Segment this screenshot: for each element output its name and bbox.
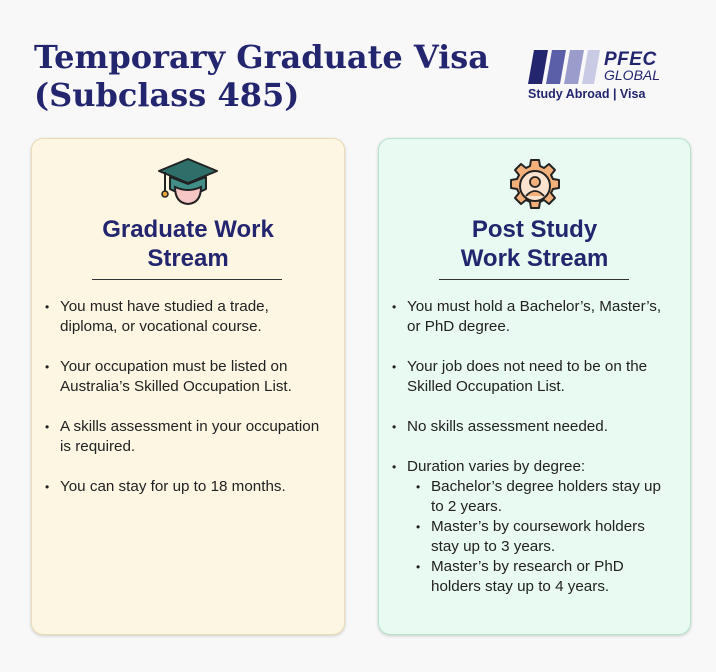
duration-sublist bbox=[407, 477, 674, 597]
list-item: • You must have studied a trade, diploma, or vocational course. bbox=[60, 297, 328, 337]
pfec-stripes-logo-icon bbox=[528, 50, 600, 84]
page-title-line2: (Subclass 485) bbox=[34, 76, 300, 114]
post-study-stream-heading-line2: Work Stream bbox=[460, 245, 609, 272]
sub-list-item: • Bachelor’s degree holders stay up to 2 years. bbox=[431, 477, 674, 517]
list-item: • No skills assessment needed. bbox=[407, 417, 674, 437]
sub-list-item: • Master’s by research or PhD holders stay up to 4 years. bbox=[431, 557, 674, 597]
sub-list-item: • Master’s by coursework holders stay up to 3 years. bbox=[431, 517, 674, 557]
list-item: • Your occupation must be listed on Australia’s Skilled Occupation List. bbox=[60, 357, 328, 397]
list-item: • You must hold a Bachelor’s, Master’s, or PhD degree. bbox=[407, 297, 674, 337]
pfec-logo bbox=[528, 50, 688, 106]
logo-brand: PFEC bbox=[604, 49, 657, 70]
graduation-cap-icon bbox=[157, 157, 219, 212]
post-study-stream-heading bbox=[379, 215, 690, 273]
graduate-stream-heading bbox=[32, 215, 344, 273]
graduate-stream-heading-line2: Stream bbox=[147, 245, 229, 272]
logo-brand-sub: GLOBAL bbox=[604, 67, 661, 83]
post-study-stream-list bbox=[407, 297, 674, 617]
list-item: • A skills assessment in your occupation is required. bbox=[60, 417, 328, 457]
list-item-label: Duration varies by degree: bbox=[407, 458, 586, 475]
list-item bbox=[407, 457, 674, 597]
list-item: • Your job does not need to be on the Skilled Occupation List. bbox=[407, 357, 674, 397]
post-study-stream-heading-line1: Post Study bbox=[471, 216, 598, 243]
graduate-work-stream-card bbox=[31, 138, 345, 635]
heading-divider bbox=[92, 279, 282, 280]
logo-tagline: Study Abroad | Visa bbox=[528, 87, 646, 101]
list-item: • You can stay for up to 18 months. bbox=[60, 477, 328, 497]
heading-divider bbox=[439, 279, 629, 280]
post-study-work-stream-card bbox=[378, 138, 691, 635]
graduate-stream-list bbox=[60, 297, 328, 517]
worker-gear-icon bbox=[506, 157, 564, 220]
page-title bbox=[34, 38, 489, 114]
page-title-line1: Temporary Graduate Visa bbox=[34, 38, 490, 76]
graduate-stream-heading-line1: Graduate Work bbox=[102, 216, 274, 243]
